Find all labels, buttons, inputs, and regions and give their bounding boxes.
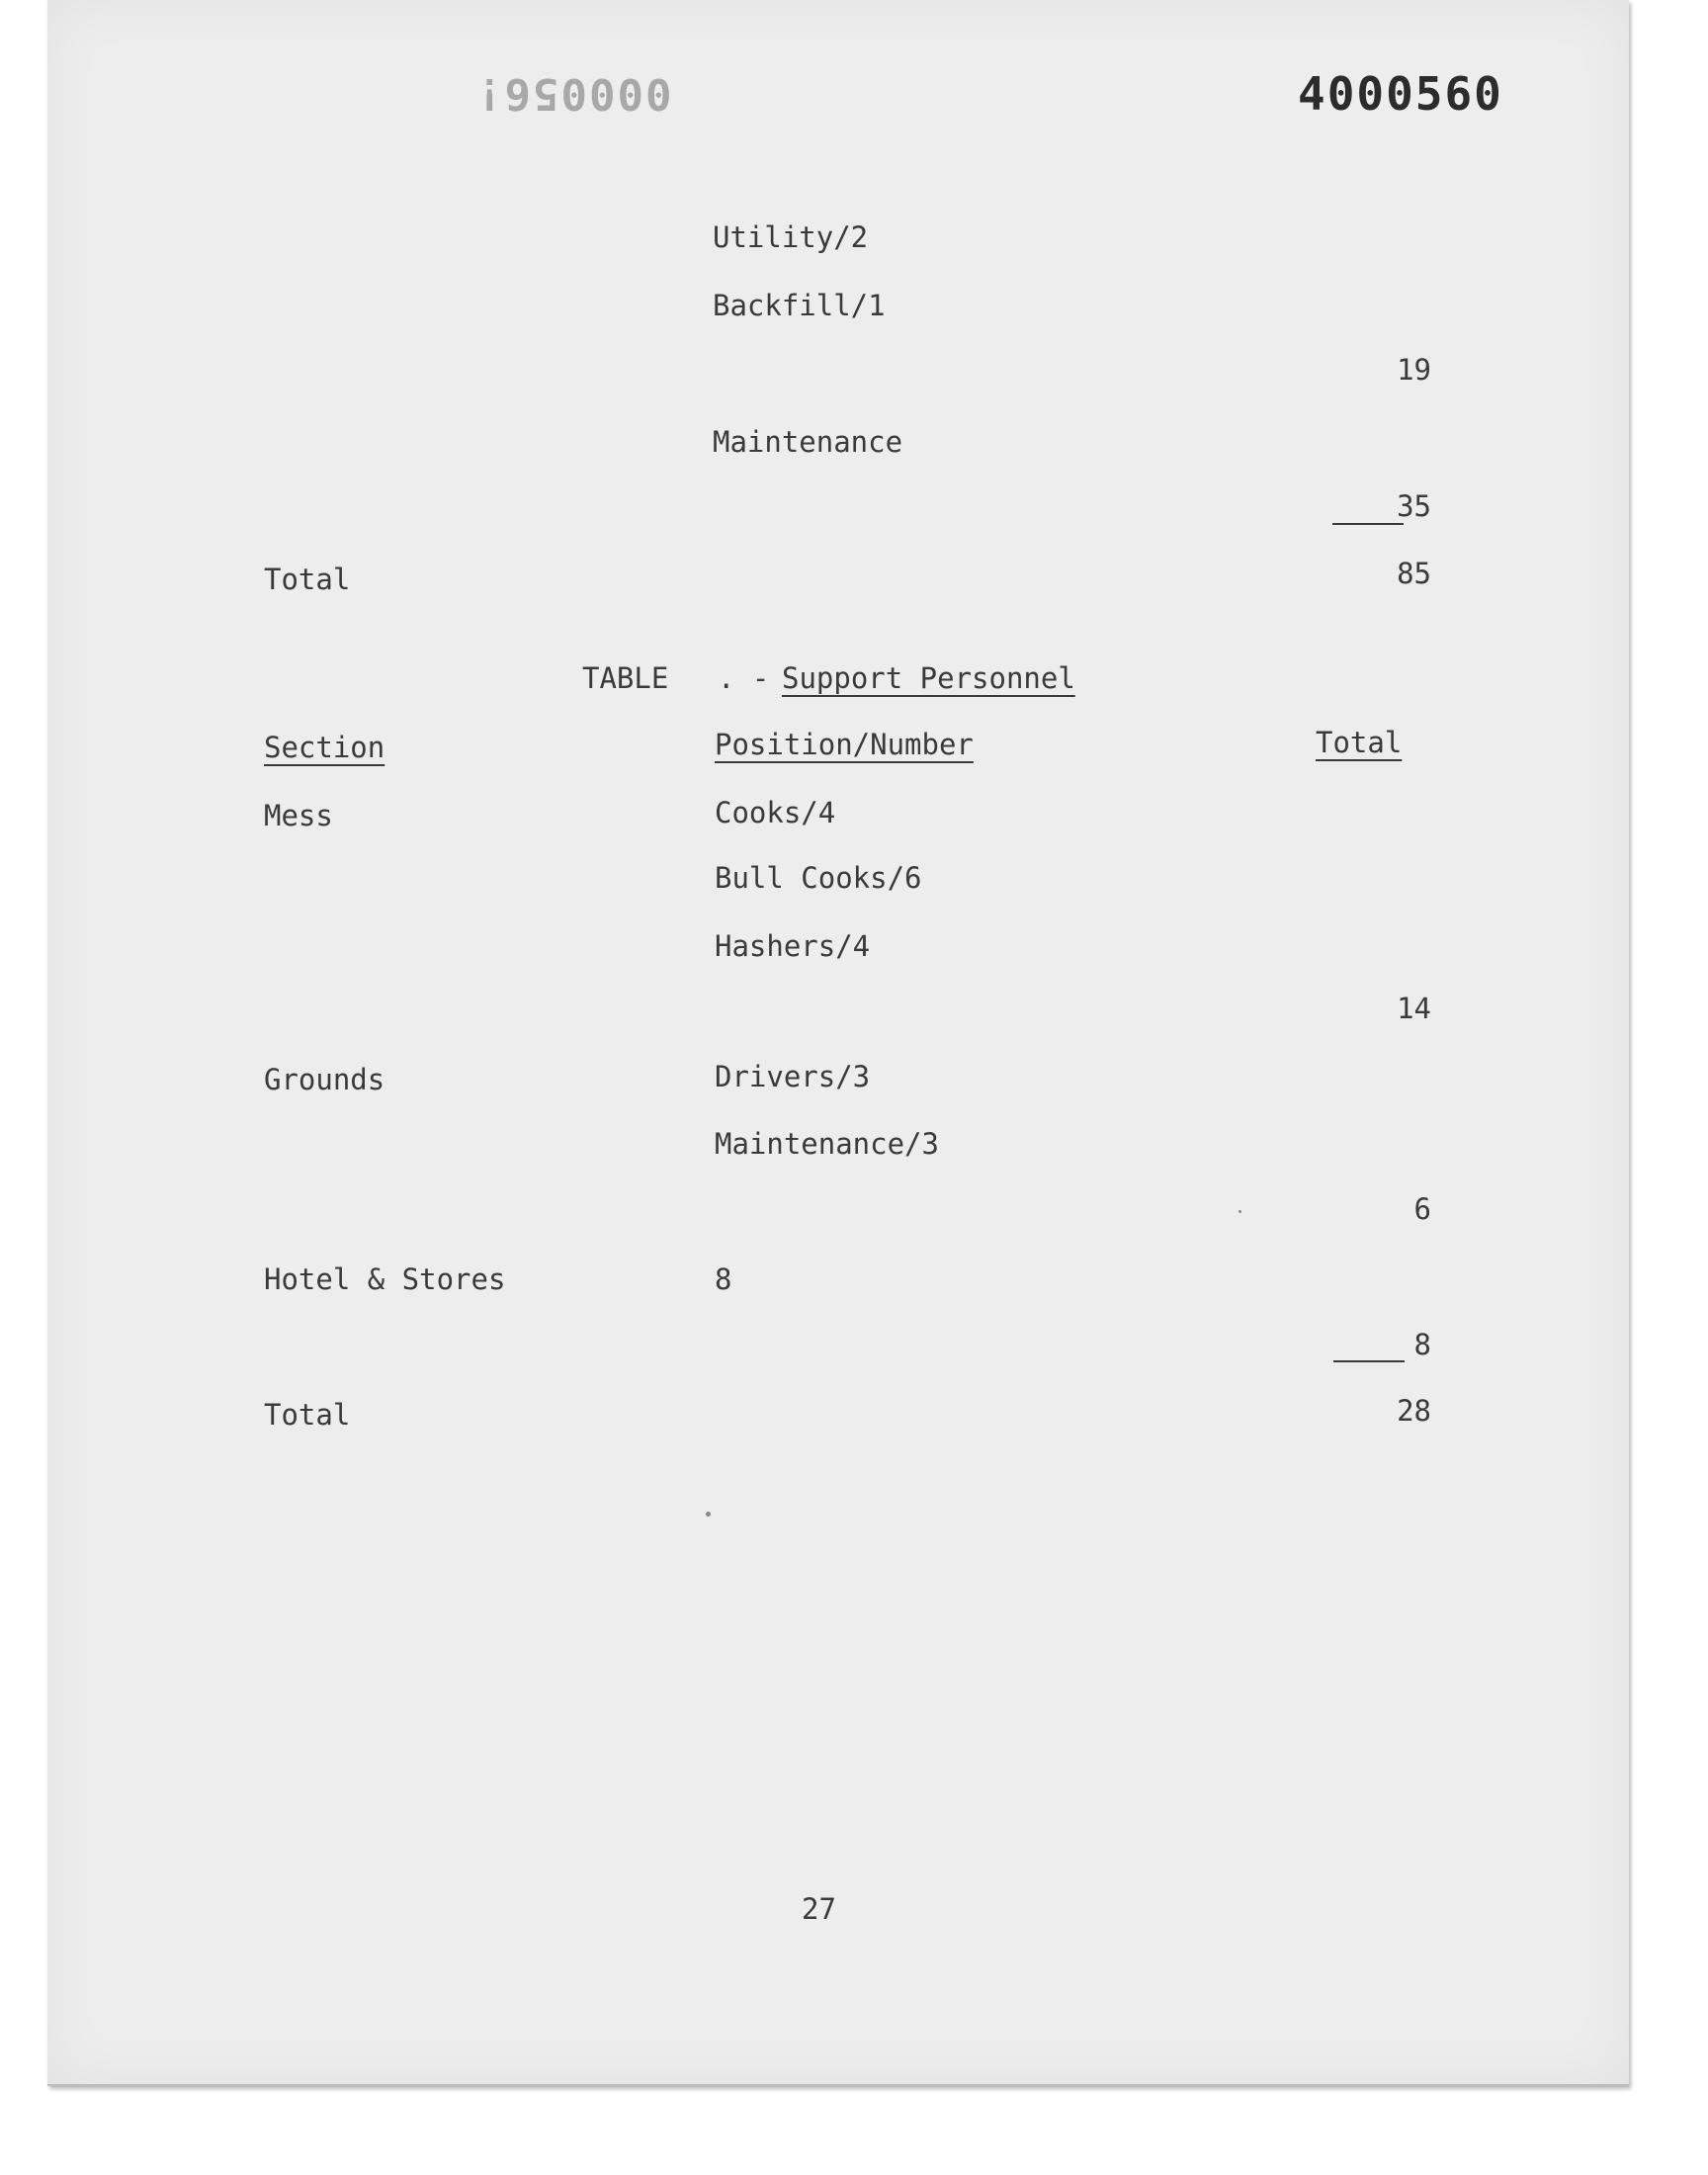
- document-number-stamp: 4000560: [1298, 67, 1503, 121]
- position-cooks: Cooks/4: [715, 796, 836, 829]
- table-caption-separator: . -: [718, 661, 770, 695]
- position-drivers: Drivers/3: [715, 1060, 871, 1093]
- hotel-stores-total: 8: [1413, 1328, 1431, 1361]
- position-hashers: Hashers/4: [715, 929, 871, 963]
- section-hotel-stores: Hotel & Stores: [264, 1262, 506, 1296]
- prior-item-backfill: Backfill/1: [713, 289, 886, 322]
- prior-total-label: Total: [264, 563, 351, 596]
- scan-speck: [1238, 1210, 1241, 1213]
- prior-total-value: 85: [1397, 557, 1431, 590]
- prior-item-utility: Utility/2: [713, 220, 869, 254]
- position-hotel-stores-count: 8: [715, 1262, 732, 1296]
- mess-total: 14: [1397, 992, 1431, 1025]
- prior-maintenance-label: Maintenance: [713, 425, 903, 459]
- header-position-number: Position/Number: [715, 728, 974, 761]
- table-caption-title: Support Personnel: [782, 661, 1075, 695]
- support-total-label: Total: [264, 1398, 351, 1432]
- scan-speck: [706, 1512, 711, 1517]
- header-section: Section: [264, 731, 385, 764]
- support-total-value: 28: [1397, 1394, 1431, 1428]
- faded-document-number-stamp: 000056!: [474, 68, 672, 119]
- page-number: 27: [802, 1892, 836, 1926]
- position-maintenance: Maintenance/3: [715, 1127, 939, 1161]
- prior-subtotal-35: 35: [1397, 489, 1431, 523]
- table-caption-prefix: TABLE: [582, 661, 669, 695]
- paper-sheet: [47, 0, 1629, 2086]
- section-mess: Mess: [264, 799, 333, 832]
- section-grounds: Grounds: [264, 1063, 385, 1096]
- support-sum-rule: [1333, 1360, 1405, 1362]
- prior-subtotal-19: 19: [1397, 353, 1431, 387]
- prior-sum-rule: [1332, 523, 1404, 525]
- position-bull-cooks: Bull Cooks/6: [715, 861, 922, 895]
- header-total: Total: [1316, 726, 1403, 759]
- grounds-total: 6: [1413, 1192, 1431, 1226]
